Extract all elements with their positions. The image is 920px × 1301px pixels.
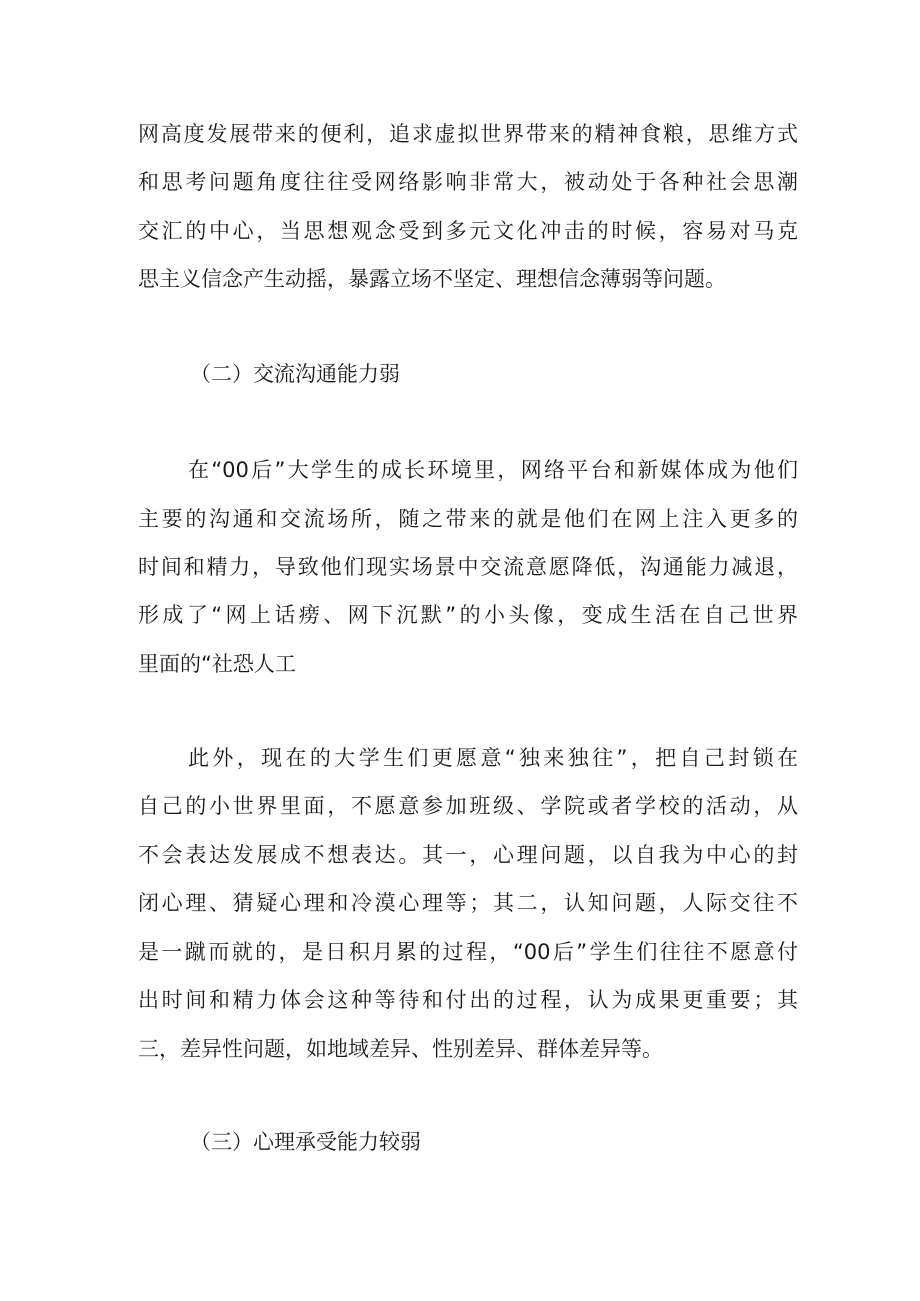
section-heading-3: （三）心理承受能力较弱 xyxy=(190,1130,421,1154)
paragraph-3-line-5: 是一蹴而就的，是日积月累的过程，“00后”学生们往往不愿意付 xyxy=(138,940,798,964)
paragraph-1-line-2: 和思考问题角度往往受网络影响非常大，被动处于各种社会思潮 xyxy=(138,170,798,194)
paragraph-3-line-7: 三，差异性问题，如地域差异、性别差异、群体差异等。 xyxy=(138,1037,663,1061)
paragraph-3-line-4: 闭心理、猜疑心理和冷漠心理等；其二，认知问题，人际交往不 xyxy=(138,891,798,915)
paragraph-1-line-4: 思主义信念产生动摇，暴露立场不坚定、理想信念薄弱等问题。 xyxy=(138,267,726,291)
paragraph-2-line-3: 时间和精力，导致他们现实场景中交流意愿降低，沟通能力减退， xyxy=(138,555,798,579)
paragraph-1-line-1: 网高度发展带来的便利，追求虚拟世界带来的精神食粮，思维方式 xyxy=(138,122,798,146)
section-heading-2: （二）交流沟通能力弱 xyxy=(190,362,400,386)
paragraph-3-line-3: 不会表达发展成不想表达。其一，心理问题，以自我为中心的封 xyxy=(138,843,798,867)
paragraph-2-line-2: 主要的沟通和交流场所，随之带来的就是他们在网上注入更多的 xyxy=(138,507,798,531)
paragraph-2-line-4: 形成了“网上话痨、网下沉默”的小头像，变成生活在自己世界 xyxy=(138,603,798,627)
paragraph-1-line-3: 交汇的中心，当思想观念受到多元文化冲击的时候，容易对马克 xyxy=(138,219,798,243)
paragraph-3-line-6: 出时间和精力体会这种等待和付出的过程，认为成果更重要；其 xyxy=(138,988,798,1012)
paragraph-3-line-1: 此外，现在的大学生们更愿意“独来独往”，把自己封锁在 xyxy=(188,746,798,770)
paragraph-2-line-5: 里面的“社恐人工 xyxy=(138,652,296,676)
paragraph-3-line-2: 自己的小世界里面，不愿意参加班级、学院或者学校的活动，从 xyxy=(138,794,798,818)
paragraph-2-line-1: 在“00后”大学生的成长环境里，网络平台和新媒体成为他们 xyxy=(188,458,798,482)
